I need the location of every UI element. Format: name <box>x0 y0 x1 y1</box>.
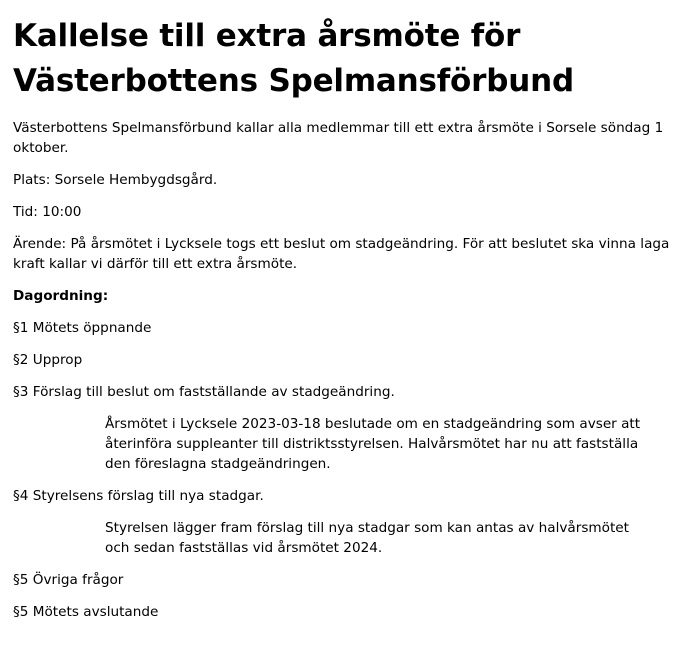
document-body <box>13 118 670 622</box>
agenda-item-5-closing: §5 Mötets avslutande <box>13 604 159 620</box>
agenda-item-5-other: §5 Övriga frågor <box>13 572 124 588</box>
matter-paragraph: Ärende: På årsmötet i Lycksele togs ett beslut om stadgeändring. För att beslutet ska vinna laga kraft kallar vi därför till ett extra årsmöte. <box>13 236 670 272</box>
document-title: Kallelse till extra årsmöte för Västerbottens Spelmansförbund <box>13 18 574 99</box>
time-paragraph: Tid: 10:00 <box>13 204 82 220</box>
agenda-item-4-note: Styrelsen lägger fram förslag till nya stadgar som kan antas av halvårsmötet och sedan fastställas vid årsmötet 2024. <box>105 520 630 556</box>
agenda-heading: Dagordning: <box>13 288 109 304</box>
place-paragraph: Plats: Sorsele Hembygdsgård. <box>13 172 218 188</box>
agenda-item-3: §3 Förslag till beslut om fastställande av stadgeändring. <box>13 384 395 400</box>
agenda-item-4: §4 Styrelsens förslag till nya stadgar. <box>13 488 264 504</box>
intro-paragraph: Västerbottens Spelmansförbund kallar alla medlemmar till ett extra årsmöte i Sorsele söndag 1 oktober. <box>13 120 664 156</box>
agenda-item-3-note: Årsmötet i Lycksele 2023-03-18 beslutade om en stadgeändring som avser att återinföra suppleanter till distriktsstyrelsen. Halvårsmötet har nu att fastställa den föreslagna stadgeändringen. <box>105 416 641 472</box>
agenda-item-2: §2 Upprop <box>13 352 83 368</box>
agenda-item-1: §1 Mötets öppnande <box>13 320 152 336</box>
